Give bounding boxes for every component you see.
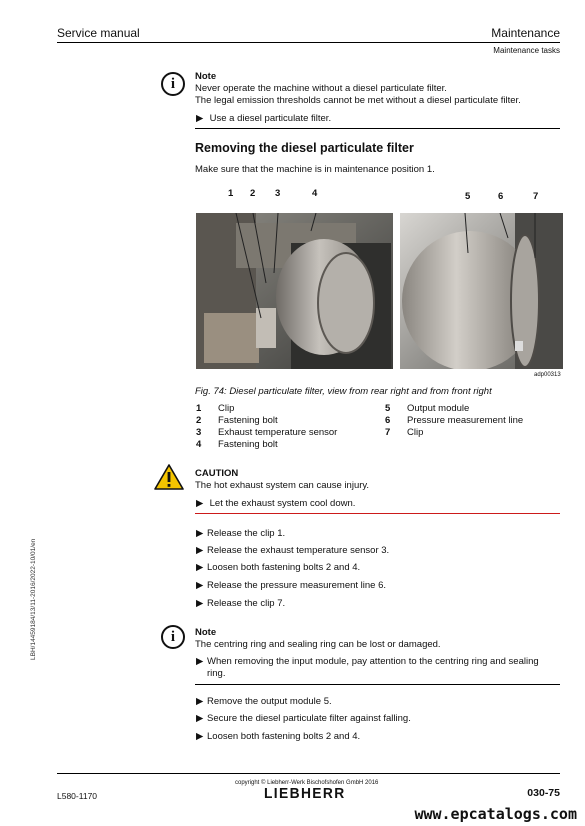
arrow-right-icon: ▶ [196, 580, 204, 591]
side-document-code: LBH/14459184/13/11-2016/2022-10/01/en [30, 538, 37, 660]
note2-step: ▶ When removing the input module, pay attention to the centring ring and sealing [196, 656, 539, 667]
legend-item: 7 Clip [385, 427, 424, 438]
step-release-line: ▶ Release the pressure measurement line 6. [196, 580, 387, 591]
arrow-right-icon: ▶ [196, 598, 204, 609]
note2-rule [195, 684, 560, 685]
legend-item: 6 Pressure measurement line [385, 415, 524, 426]
note2-step-cont: ring. [207, 668, 226, 679]
header-subtitle: Maintenance tasks [493, 46, 560, 55]
legend-item: 1 Clip [196, 403, 235, 414]
caution-title: CAUTION [195, 468, 239, 479]
info-icon: i [161, 72, 185, 96]
page-number: 030-75 [527, 787, 560, 799]
arrow-right-icon: ▶ [196, 731, 204, 742]
footer-copyright: copyright © Liebherr-Werk Bischofshofen GmbH 2016 [235, 780, 379, 786]
header-left: Service manual [57, 26, 140, 40]
legend-item: 3 Exhaust temperature sensor [196, 427, 338, 438]
callout-4: 4 [312, 188, 318, 199]
note1-line2: The legal emission thresholds cannot be met without a diesel particulate filter. [195, 95, 521, 106]
arrow-right-icon: ▶ [196, 562, 204, 573]
caution-step-text: Let the exhaust system cool down. [209, 498, 356, 509]
note1-line1: Never operate the machine without a diesel particulate filter. [195, 83, 447, 94]
header-right: Maintenance [491, 26, 560, 40]
section-intro: Make sure that the machine is in maintenance position 1. [195, 164, 435, 175]
arrow-right-icon: ▶ [196, 656, 204, 667]
step-loosen-bolts: ▶ Loosen both fastening bolts 2 and 4. [196, 562, 361, 573]
callout-5: 5 [465, 191, 471, 202]
caution-rule [195, 513, 560, 514]
note2-title: Note [195, 627, 217, 638]
image-code: adp00313 [534, 372, 561, 378]
callout-6: 6 [498, 191, 504, 202]
legend-item: 2 Fastening bolt [196, 415, 278, 426]
liebherr-logo: LIEBHERR [264, 785, 346, 802]
website-watermark[interactable]: www.epcatalogs.com [414, 805, 577, 823]
step-remove-output-module: ▶ Remove the output module 5. [196, 696, 332, 707]
note2-text: The centring ring and sealing ring can be lost or damaged. [195, 639, 441, 650]
note1-rule [195, 128, 560, 129]
callout-3: 3 [275, 188, 281, 199]
arrow-right-icon: ▶ [196, 498, 204, 509]
note1-step-text: Use a diesel particulate filter. [209, 113, 332, 124]
arrow-right-icon: ▶ [196, 545, 204, 556]
footer-model: L580-1170 [57, 791, 98, 801]
info-icon: i [161, 625, 185, 649]
note1-title: Note [195, 71, 217, 82]
legend-item: 5 Output module [385, 403, 470, 414]
figure-caption: Fig. 74: Diesel particulate filter, view from rear right and from front right [195, 386, 492, 397]
legend-left [196, 403, 337, 451]
callout-2: 2 [250, 188, 256, 199]
arrow-right-icon: ▶ [196, 696, 204, 707]
legend-right [385, 403, 523, 439]
note1-step [196, 113, 331, 124]
step-release-clip-7: ▶ Release the clip 7. [196, 598, 286, 609]
arrow-right-icon: ▶ [196, 113, 204, 124]
photo-rear-right [196, 213, 393, 369]
step-loosen-bolts-2: ▶ Loosen both fastening bolts 2 and 4. [196, 731, 361, 742]
step-secure-filter: ▶ Secure the diesel particulate filter against falling. [196, 713, 411, 724]
caution-step [196, 498, 355, 509]
header-rule [57, 42, 560, 43]
callout-1: 1 [228, 188, 234, 199]
footer-rule [57, 773, 560, 774]
arrow-right-icon: ▶ [196, 528, 204, 539]
step-release-clip-1: ▶ Release the clip 1. [196, 528, 286, 539]
warning-icon [154, 464, 184, 495]
step-release-sensor: ▶ Release the exhaust temperature sensor 3. [196, 545, 390, 556]
photo-front-right [400, 213, 563, 369]
caution-text: The hot exhaust system can cause injury. [195, 480, 370, 491]
arrow-right-icon: ▶ [196, 713, 204, 724]
legend-item: 4 Fastening bolt [196, 439, 278, 450]
section-title: Removing the diesel particulate filter [195, 141, 414, 155]
callout-7: 7 [533, 191, 539, 202]
